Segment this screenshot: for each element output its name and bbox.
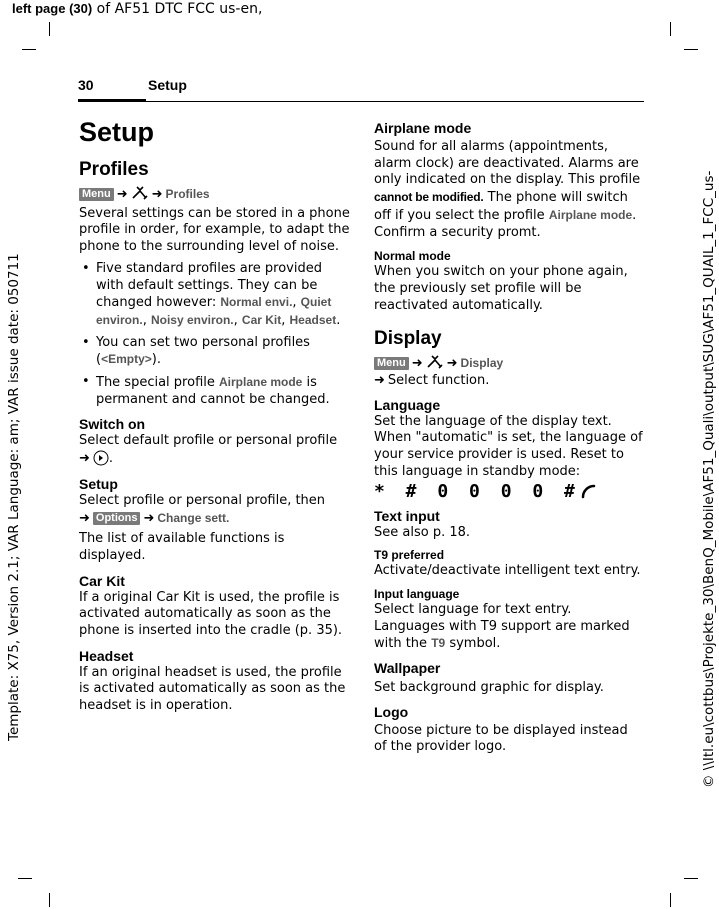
profiles-intro: Several settings can be stored in a phone profile in order, for example, to adapt the phone to the surrounding level of noise.	[79, 205, 350, 255]
arrow-icon: ➜	[374, 373, 385, 389]
headset-heading: Headset	[79, 647, 134, 664]
crop-mark	[670, 893, 671, 907]
header-rule	[146, 101, 644, 102]
left-column	[79, 116, 351, 715]
arrow-icon: ➜	[143, 510, 155, 526]
arrow-icon: ➜	[446, 356, 458, 372]
list-item: • The special profile Airplane mode is permanent and cannot be changed.	[82, 374, 330, 407]
arrow-icon: ➜	[116, 187, 128, 202]
setup-list-text: The list of available functions is displayed.	[79, 531, 285, 563]
headset-text: If an original headset is used, the profile is activated automatically as soon as the headset is in operation.	[79, 664, 346, 714]
menu-key: Menu	[374, 357, 409, 370]
crop-mark	[670, 22, 671, 36]
switch-on-heading: Switch on	[79, 416, 146, 433]
template-slug: Template: X75, Version 2.1; VAR Language: am; VAR issue date: 050711	[6, 253, 22, 741]
crop-mark	[18, 878, 32, 879]
call-key-icon	[580, 483, 596, 499]
profiles-path-label: Profiles	[165, 187, 210, 201]
header-rule-thick	[78, 99, 146, 102]
logo-heading: Logo	[374, 703, 409, 720]
right-column	[374, 119, 644, 756]
wallpaper-text: Set background graphic for display.	[374, 680, 604, 696]
display-path: Menu ➜ ➜ Display ➜ Select function.	[374, 356, 504, 389]
setup-heading: Setup	[79, 475, 118, 492]
print-slug: left page (30) of AF51 DTC FCC us-en,	[12, 1, 263, 17]
normal-mode-text: When you switch on your phone again, the previously set profile will be reactivated automatically.	[374, 264, 628, 313]
input-language-heading: Input language	[374, 586, 460, 601]
crop-mark	[684, 49, 698, 50]
crop-mark	[684, 878, 698, 879]
t9-preferred-heading: T9 preferred	[374, 548, 445, 563]
crop-mark	[49, 893, 50, 907]
airplane-heading: Airplane mode	[374, 120, 472, 136]
normal-mode-heading: Normal mode	[374, 249, 451, 264]
menu-key: Menu	[79, 188, 114, 201]
list-item: • You can set two personal profiles (<Empty>).	[82, 334, 310, 368]
airplane-text: Sound for all alarms (appointments, alarm clock) are deactivated. Alarms are only indicated on the display. This profile cannot be modified. The phone will switch off if you select the profile Airplane mode. Confirm a security promt.	[374, 139, 641, 240]
arrow-icon: ➜	[411, 356, 423, 372]
tools-icon	[131, 185, 149, 201]
nav-right-key-icon	[93, 450, 109, 466]
language-heading: Language	[374, 396, 441, 413]
text-input-text: See also p. 18.	[374, 524, 471, 540]
profiles-path	[79, 185, 351, 204]
crop-mark	[49, 22, 50, 36]
crop-mark	[22, 49, 36, 50]
t9-preferred-text: Activate/deactivate intelligent text entry.	[374, 563, 641, 579]
profiles-heading: Profiles	[79, 159, 149, 180]
display-heading: Display	[374, 328, 442, 350]
path-slug: © \\Itl.eu\cottbus\Projekte_30\BenQ_Mobile\AF51_Quali\output\SUG\AF51_QUAIL_1_FCC_us-	[701, 170, 717, 788]
setup-text: Select profile or personal profile, then ➜ Options ➜ Change sett.	[79, 492, 326, 526]
reset-code: * # 0 0 0 0 #	[374, 481, 644, 503]
running-title: Setup	[148, 77, 187, 93]
arrow-icon: ➜	[79, 451, 90, 467]
text-input-heading: Text input	[374, 507, 440, 524]
carkit-heading: Car Kit	[79, 572, 125, 589]
options-key: Options	[93, 512, 141, 525]
page-title: Setup	[79, 117, 155, 147]
tools-icon	[426, 354, 444, 370]
language-text: Set the language of the display text. When "automatic" is set, the language of your service provider is used. Reset to this language in standby mode:	[374, 413, 643, 479]
arrow-icon: ➜	[79, 510, 90, 526]
input-language-text: Select language for text entry. Languages with T9 support are marked with the T9 symbol.	[374, 601, 630, 652]
carkit-text: If a original Car Kit is used, the profile is activated automatically as soon as the phone is inserted into the cradle (p. 35).	[79, 589, 343, 639]
wallpaper-heading: Wallpaper	[374, 660, 441, 677]
list-item: • Five standard profiles are provided with default settings. They can be changed however: Normal envi., Quiet environ., Noisy environ., Car Kit, Headset.	[82, 260, 341, 328]
arrow-icon: ➜	[151, 187, 163, 202]
switch-on-text: Select default profile or personal profile ➜ .	[79, 433, 338, 467]
logo-text: Choose picture to be displayed instead of the provider logo.	[374, 722, 628, 755]
page-number: 30	[78, 77, 94, 93]
